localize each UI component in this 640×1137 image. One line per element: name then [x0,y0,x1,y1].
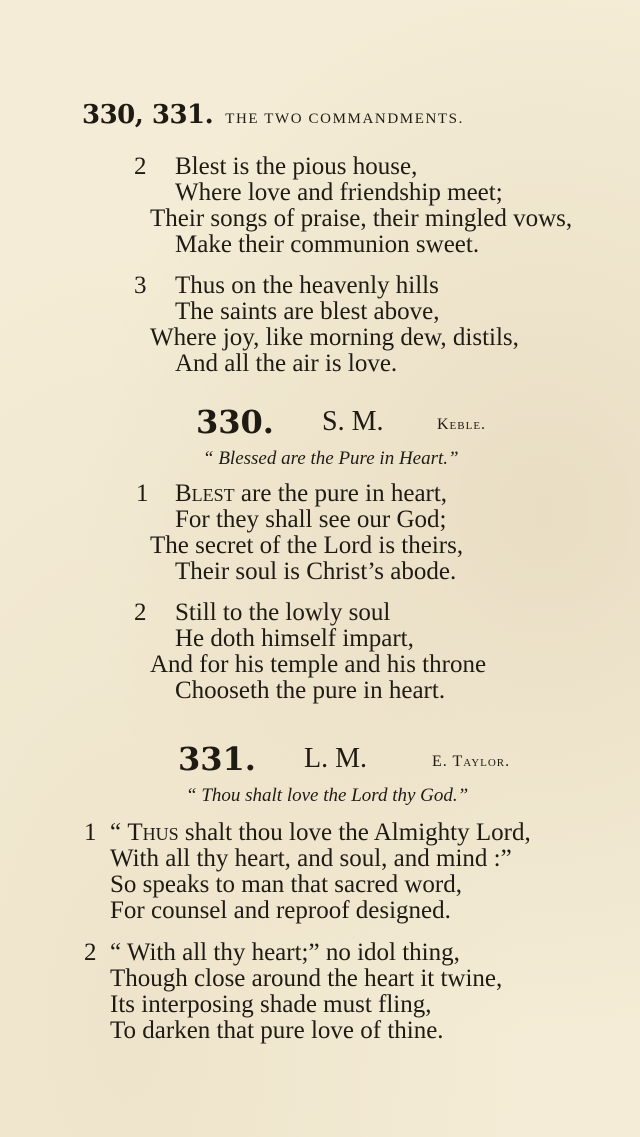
verse-line: Though close around the heart it twine, [110,965,503,992]
verse-line: To darken that pure love of thine. [110,1017,444,1044]
running-head-numbers: 330, 331. [82,100,214,130]
verse-line: For counsel and reproof designed. [110,897,451,924]
verse-line: For they shall see our God; [175,506,447,533]
hymn-number: 331. [178,740,256,778]
verse-line: Where love and friendship meet; [175,179,503,206]
hymn-number: 330. [196,403,274,441]
verse-line: The secret of the Lord is theirs, [150,532,464,559]
hymn-331-epigraph: “ Thou shalt love the Lord thy God.” [186,785,469,806]
verse-line [175,481,447,507]
verse-line: Thus on the heavenly hills [175,272,439,299]
verse-line: And all the air is love. [175,350,398,377]
running-head-title: THE TWO COMMANDMENTS. [225,111,464,127]
line-rest: are the pure in heart, [234,480,448,507]
stanza-number: 1 [84,819,97,846]
verse-line: Their soul is Christ’s abode. [175,558,457,585]
hymn-meter: L. M. [304,743,367,774]
verse-line: With all thy heart, and soul, and mind :” [110,845,512,872]
verse-line: Make their communion sweet. [175,231,480,258]
running-head [82,100,464,130]
verse-line: Its interposing shade must fling, [110,991,432,1018]
verse-line: Blest is the pious house, [175,153,418,180]
stanza-number: 3 [134,272,147,299]
stanza-number: 2 [134,153,147,180]
hymn-330-epigraph: “ Blessed are the Pure in Heart.” [203,448,459,469]
verse-line [110,820,531,846]
initial-word: Thus [127,819,179,846]
line-rest: shalt thou love the Almighty Lord, [178,819,531,846]
hymn-meter: S. M. [322,406,384,437]
hymn-author: Keble. [437,416,487,433]
verse-line: Still to the lowly soul [175,599,391,626]
verse-line: The saints are blest above, [175,298,440,325]
stanza-number: 2 [134,599,147,626]
verse-line: “ With all thy heart;” no idol thing, [110,939,460,966]
stanza-number: 1 [136,480,149,507]
verse-line: And for his temple and his throne [150,651,487,678]
initial-word: Blest [175,480,235,507]
verse-line: Where joy, like morning dew, distils, [150,324,519,351]
verse-line: Chooseth the pure in heart. [175,677,446,704]
verse-line: He doth himself impart, [175,625,414,652]
open-quote: “ [110,819,128,846]
stanza-number: 2 [84,939,97,966]
verse-line: So speaks to man that sacred word, [110,871,463,898]
verse-line: Their songs of praise, their mingled vows, [150,205,573,232]
hymn-author: E. Taylor. [432,753,511,770]
